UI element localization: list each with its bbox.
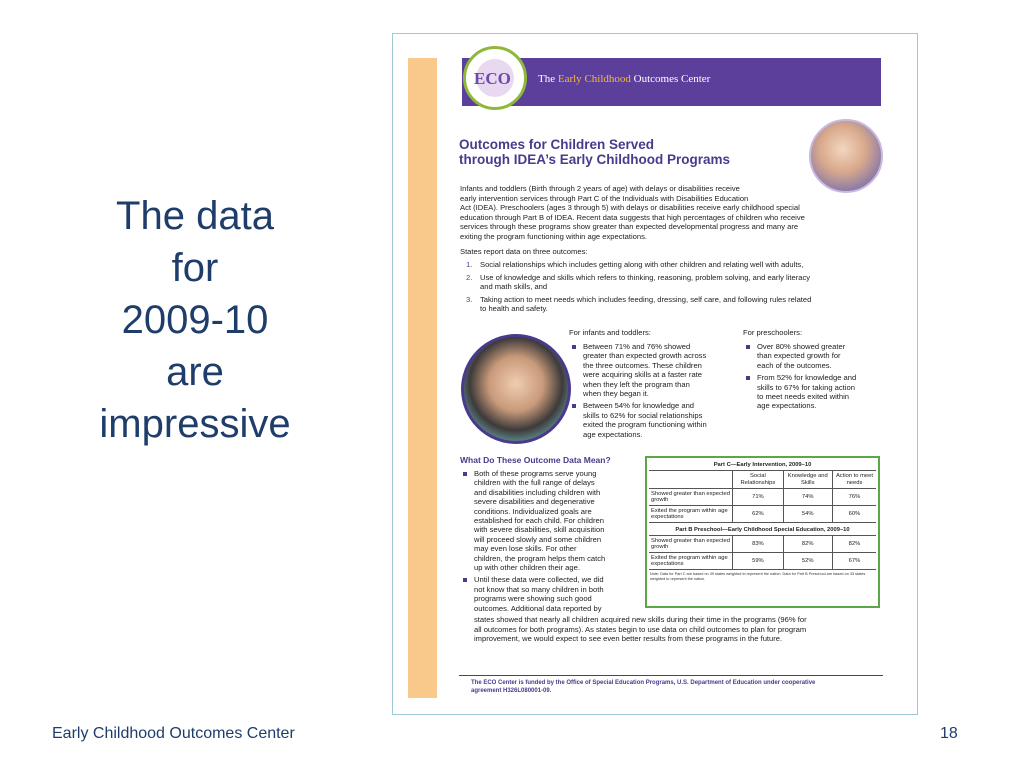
- preschool-heading: For preschoolers:: [743, 328, 803, 337]
- table-title: Part B Preschool—Early Childhood Special Education, 2009–10: [649, 523, 876, 536]
- list-item: Over 80% showed greater than expected growth for each of the outcomes.: [743, 342, 883, 370]
- document-page: [392, 33, 918, 715]
- funding-statement: The ECO Center is funded by the Office of Special Education Programs, U.S. Department of Education under cooperative agreement H326L080001-09.: [471, 680, 816, 694]
- data-table: [649, 458, 876, 570]
- doc-title: Outcomes for Children Served through IDEA’s Early Childhood Programs: [459, 137, 731, 167]
- slide-title-line: impressive: [99, 402, 291, 446]
- page-number: 18: [940, 725, 958, 742]
- photo-girl: [461, 334, 571, 444]
- slide-title-line: for: [171, 246, 219, 290]
- eco-logo: [463, 46, 527, 110]
- slide-title-line: are: [166, 350, 224, 394]
- infants-heading: For infants and toddlers:: [569, 328, 651, 337]
- what-continued-text: states showed that nearly all children acquired new skills during their time in the programs (96% for all outcomes for both programs). As states begin to use data on child outcomes to plan for program improvement, we would expect to see even better results from these programs in the future.: [474, 615, 807, 644]
- list-item: Between 71% and 76% showed greater than expected growth across the three outcomes. These children were acquiring skills at a faster rate when they left the program than when they began it.: [569, 342, 739, 398]
- decorative-stripe: [408, 58, 437, 698]
- list-item: 2. Use of knowledge and skills which refers to thinking, reasoning, problem solving, and early literacy and math skills, and: [466, 272, 811, 292]
- what-bullets: [460, 469, 640, 616]
- list-item: Between 54% for knowledge and skills to 62% for social relationships exited the program functioning within age expectations.: [569, 401, 739, 439]
- slide-title-line: 2009-10: [121, 298, 269, 342]
- list-item: 3. Taking action to meet needs which includes feeding, dressing, self care, and following rules related to health and safety.: [466, 294, 812, 314]
- list-item: Both of these programs serve young children with the full range of delays and disabilities including children with severe disabilities and degenerative conditions. Individualized goals are established for each child. For children with severe disabilities, skill acquisition will proceed slowly and some children may even lose skills. For other children, the program helps them catch up with other children their age.: [460, 469, 640, 572]
- column-header: Knowledge and Skills: [783, 471, 832, 489]
- photo-boy: [809, 119, 883, 193]
- outcomes-list: [460, 260, 880, 317]
- slide-title: [70, 190, 320, 450]
- table-note: Note: Data for Part C are based on 39 states weighted to represent the nation. Data for Part B Preschool are based on 33 states weighted to represent the nation.: [650, 572, 866, 581]
- states-report-text: States report data on three outcomes:: [460, 247, 588, 256]
- list-item: Until these data were collected, we did not know that so many children in both programs were showing such good outcomes. Additional data reported by: [460, 575, 640, 613]
- outcomes-table: [645, 456, 880, 608]
- table-row: Exited the program within age expectations 62% 54% 60%: [649, 506, 876, 523]
- column-header: Action to meet needs: [832, 471, 876, 489]
- footer-org-name: Early Childhood Outcomes Center: [52, 725, 295, 742]
- table-title: Part C—Early Intervention, 2009–10: [649, 458, 876, 471]
- intro-paragraph: Infants and toddlers (Birth through 2 years of age) with delays or disabilities receive early intervention services through Part C of the Individuals with Disabilities Education Act (IDEA). Preschoolers (ages 3 through 5) with delays or disabilities receive early childhood special education through Part B of IDEA. Recent data suggests that high percentages of children who receive services through these programs show greater than expected developmental progress and many are exiting the program functioning within age expectations.: [460, 184, 805, 241]
- preschool-bullets: [743, 342, 883, 414]
- divider: [459, 675, 883, 676]
- list-item: 1. Social relationships which includes getting along with other children and relating well with adults,: [466, 260, 804, 269]
- table-row: Exited the program within age expectations 59% 52% 67%: [649, 553, 876, 570]
- infants-bullets: [569, 342, 739, 442]
- table-row: Showed greater than expected growth 71% 74% 76%: [649, 489, 876, 506]
- table-row: Showed greater than expected growth 83% 82% 82%: [649, 536, 876, 553]
- logo-text: ECO: [474, 69, 511, 88]
- what-heading: What Do These Outcome Data Mean?: [460, 455, 611, 465]
- slide-title-line: The data: [116, 194, 274, 238]
- list-item: From 52% for knowledge and skills to 67% for taking action to meet needs exited within age expectations.: [743, 373, 883, 411]
- doc-header-title: The Early Childhood Outcomes Center: [538, 73, 711, 85]
- column-header: Social Relationships: [733, 471, 783, 489]
